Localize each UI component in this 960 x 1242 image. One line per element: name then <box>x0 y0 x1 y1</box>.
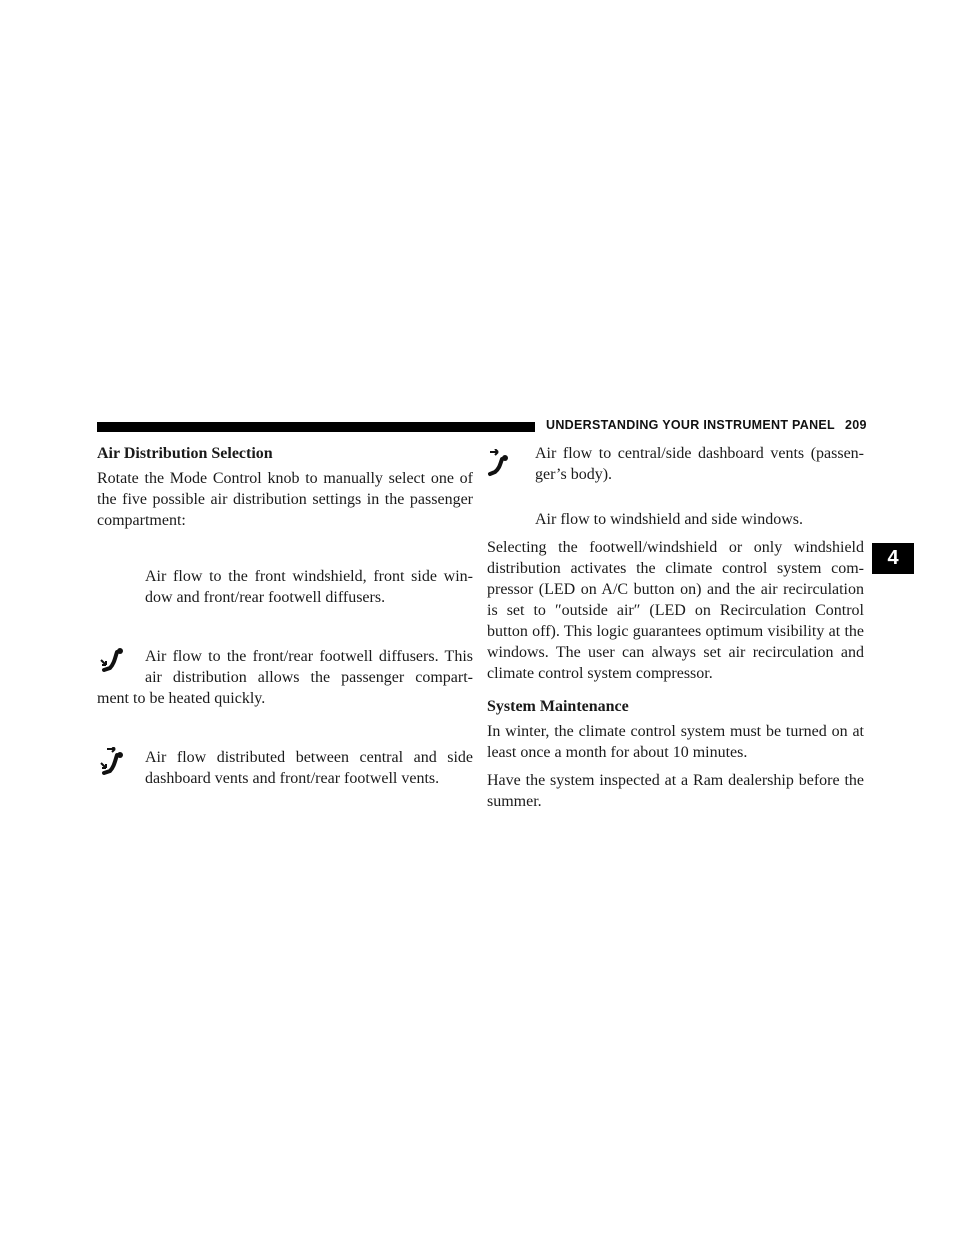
right-column <box>487 443 864 812</box>
mode-defrost-text: Air flow to windshield and side windows. <box>535 511 803 528</box>
mode-windshield-footwell-text: Air flow to the front windshield, front side win- dow and front/rear footwell diffusers. <box>145 568 473 606</box>
footwell-air-icon <box>97 646 145 680</box>
mode-bilevel <box>97 747 473 789</box>
section-heading: Air Distribution Selection <box>97 445 273 462</box>
running-header <box>546 418 866 432</box>
mode-windshield-footwell <box>97 566 473 608</box>
left-column <box>97 443 473 789</box>
mode-bilevel-text: Air flow distributed between central and side dashboard vents and front/rear footwell vents. <box>145 749 473 787</box>
selecting-paragraph: Selecting the footwell/windshield or only windshield distribution activates the climate control system com- pressor (LED on A/C button on) and the air recirculation is set to ″outside air″ (LED on Recirculation Control button off). This logic guarantees optimum visibility at the windows. The user can always set air recirculation and climate control system compressor. <box>487 539 864 682</box>
chapter-tab: 4 <box>872 543 914 574</box>
maintenance-heading: System Maintenance <box>487 698 629 715</box>
maintenance-paragraph-1: In winter, the climate control system must be turned on at least once a month for about 10 minutes. <box>487 723 864 761</box>
mode-panel <box>487 443 864 485</box>
page-number: 209 <box>844 418 867 432</box>
mode-defrost <box>487 509 864 530</box>
mode-footwell <box>97 646 473 709</box>
maintenance-paragraph-2: Have the system inspected at a Ram dealership before the summer. <box>487 772 864 810</box>
intro-paragraph: Rotate the Mode Control knob to manually select one of the five possible air distribution settings in the passenger compartment: <box>97 470 473 529</box>
header-title: UNDERSTANDING YOUR INSTRUMENT PANEL <box>546 418 835 432</box>
bilevel-air-icon <box>97 747 145 781</box>
panel-air-icon <box>487 449 511 477</box>
mode-footwell-text: Air flow to the front/rear footwell diffusers. This air distribution allows the passenger compart- ment to be heated quickly. <box>97 648 473 707</box>
header-rule <box>97 422 535 432</box>
mode-panel-text: Air flow to central/side dashboard vents (passen- ger’s body). <box>535 445 864 483</box>
